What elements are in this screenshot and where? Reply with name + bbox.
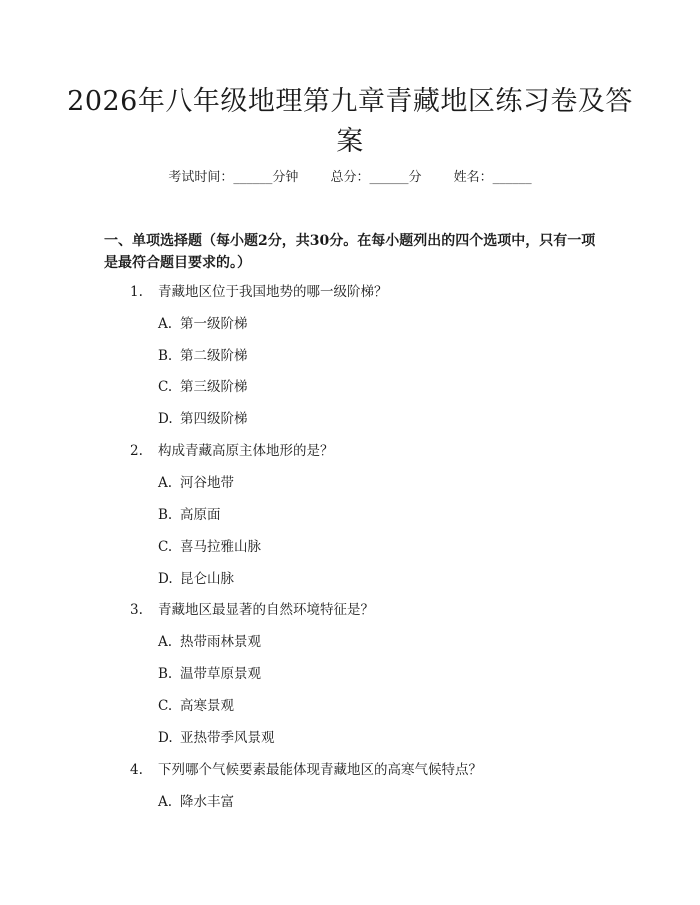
question-2 <box>130 441 334 461</box>
option-2a <box>158 473 234 493</box>
option-letter: A. <box>158 794 173 810</box>
question-1 <box>130 282 388 302</box>
option-text: 喜马拉雅山脉 <box>180 539 261 555</box>
section-heading: 一、单项选择题（每小题2分，共30分。在每小题列出的四个选项中，只有一项是最符合题目要求的。） <box>104 233 596 271</box>
option-letter: A. <box>158 475 173 491</box>
option-text: 第二级阶梯 <box>180 348 248 364</box>
option-text: 河谷地带 <box>180 475 234 491</box>
option-text: 热带雨林景观 <box>180 634 261 650</box>
page-title: 2026年八年级地理第九章青藏地区练习卷及答案 <box>67 86 633 157</box>
question-text: 青藏地区最显著的自然环境特征是？ <box>158 602 374 618</box>
option-text: 高原面 <box>180 507 221 523</box>
option-text: 温带草原景观 <box>180 666 261 682</box>
question-number: 4. <box>130 762 143 778</box>
option-letter: B. <box>158 666 173 682</box>
question-text: 构成青藏高原主体地形的是？ <box>158 443 334 459</box>
option-letter: C. <box>158 698 173 714</box>
option-text: 昆仑山脉 <box>180 571 234 587</box>
option-text: 亚热带季风景观 <box>180 730 275 746</box>
option-letter: B. <box>158 507 173 523</box>
question-number: 1. <box>130 284 143 300</box>
question-text: 下列哪个气候要素最能体现青藏地区的高寒气候特点？ <box>158 762 482 778</box>
option-1d <box>158 409 248 429</box>
option-text: 第四级阶梯 <box>180 411 248 427</box>
option-4a <box>158 792 234 812</box>
option-letter: A. <box>158 316 173 332</box>
question-text: 青藏地区位于我国地势的哪一级阶梯？ <box>158 284 388 300</box>
option-letter: D. <box>158 730 173 746</box>
option-letter: C. <box>158 539 173 555</box>
question-4 <box>130 760 482 780</box>
option-3b <box>158 664 261 684</box>
question-3 <box>130 600 374 620</box>
option-2d <box>158 569 234 589</box>
option-2b <box>158 505 221 525</box>
student-name-field: 姓名：______ <box>453 170 532 185</box>
option-letter: C. <box>158 379 173 395</box>
exam-info-line <box>0 168 700 188</box>
exam-time-field: 考试时间：______分钟 <box>168 170 299 185</box>
option-2c <box>158 537 261 557</box>
option-letter: D. <box>158 411 173 427</box>
option-3c <box>158 696 234 716</box>
option-text: 高寒景观 <box>180 698 234 714</box>
total-score-field: 总分：______分 <box>330 170 422 185</box>
option-1c <box>158 377 248 397</box>
question-number: 3. <box>130 602 143 618</box>
option-1a <box>158 314 248 334</box>
option-letter: D. <box>158 571 173 587</box>
option-1b <box>158 346 248 366</box>
option-3a <box>158 632 261 652</box>
option-text: 第三级阶梯 <box>180 379 248 395</box>
option-text: 降水丰富 <box>180 794 234 810</box>
option-text: 第一级阶梯 <box>180 316 248 332</box>
option-letter: A. <box>158 634 173 650</box>
question-number: 2. <box>130 443 143 459</box>
option-3d <box>158 728 275 748</box>
option-letter: B. <box>158 348 173 364</box>
